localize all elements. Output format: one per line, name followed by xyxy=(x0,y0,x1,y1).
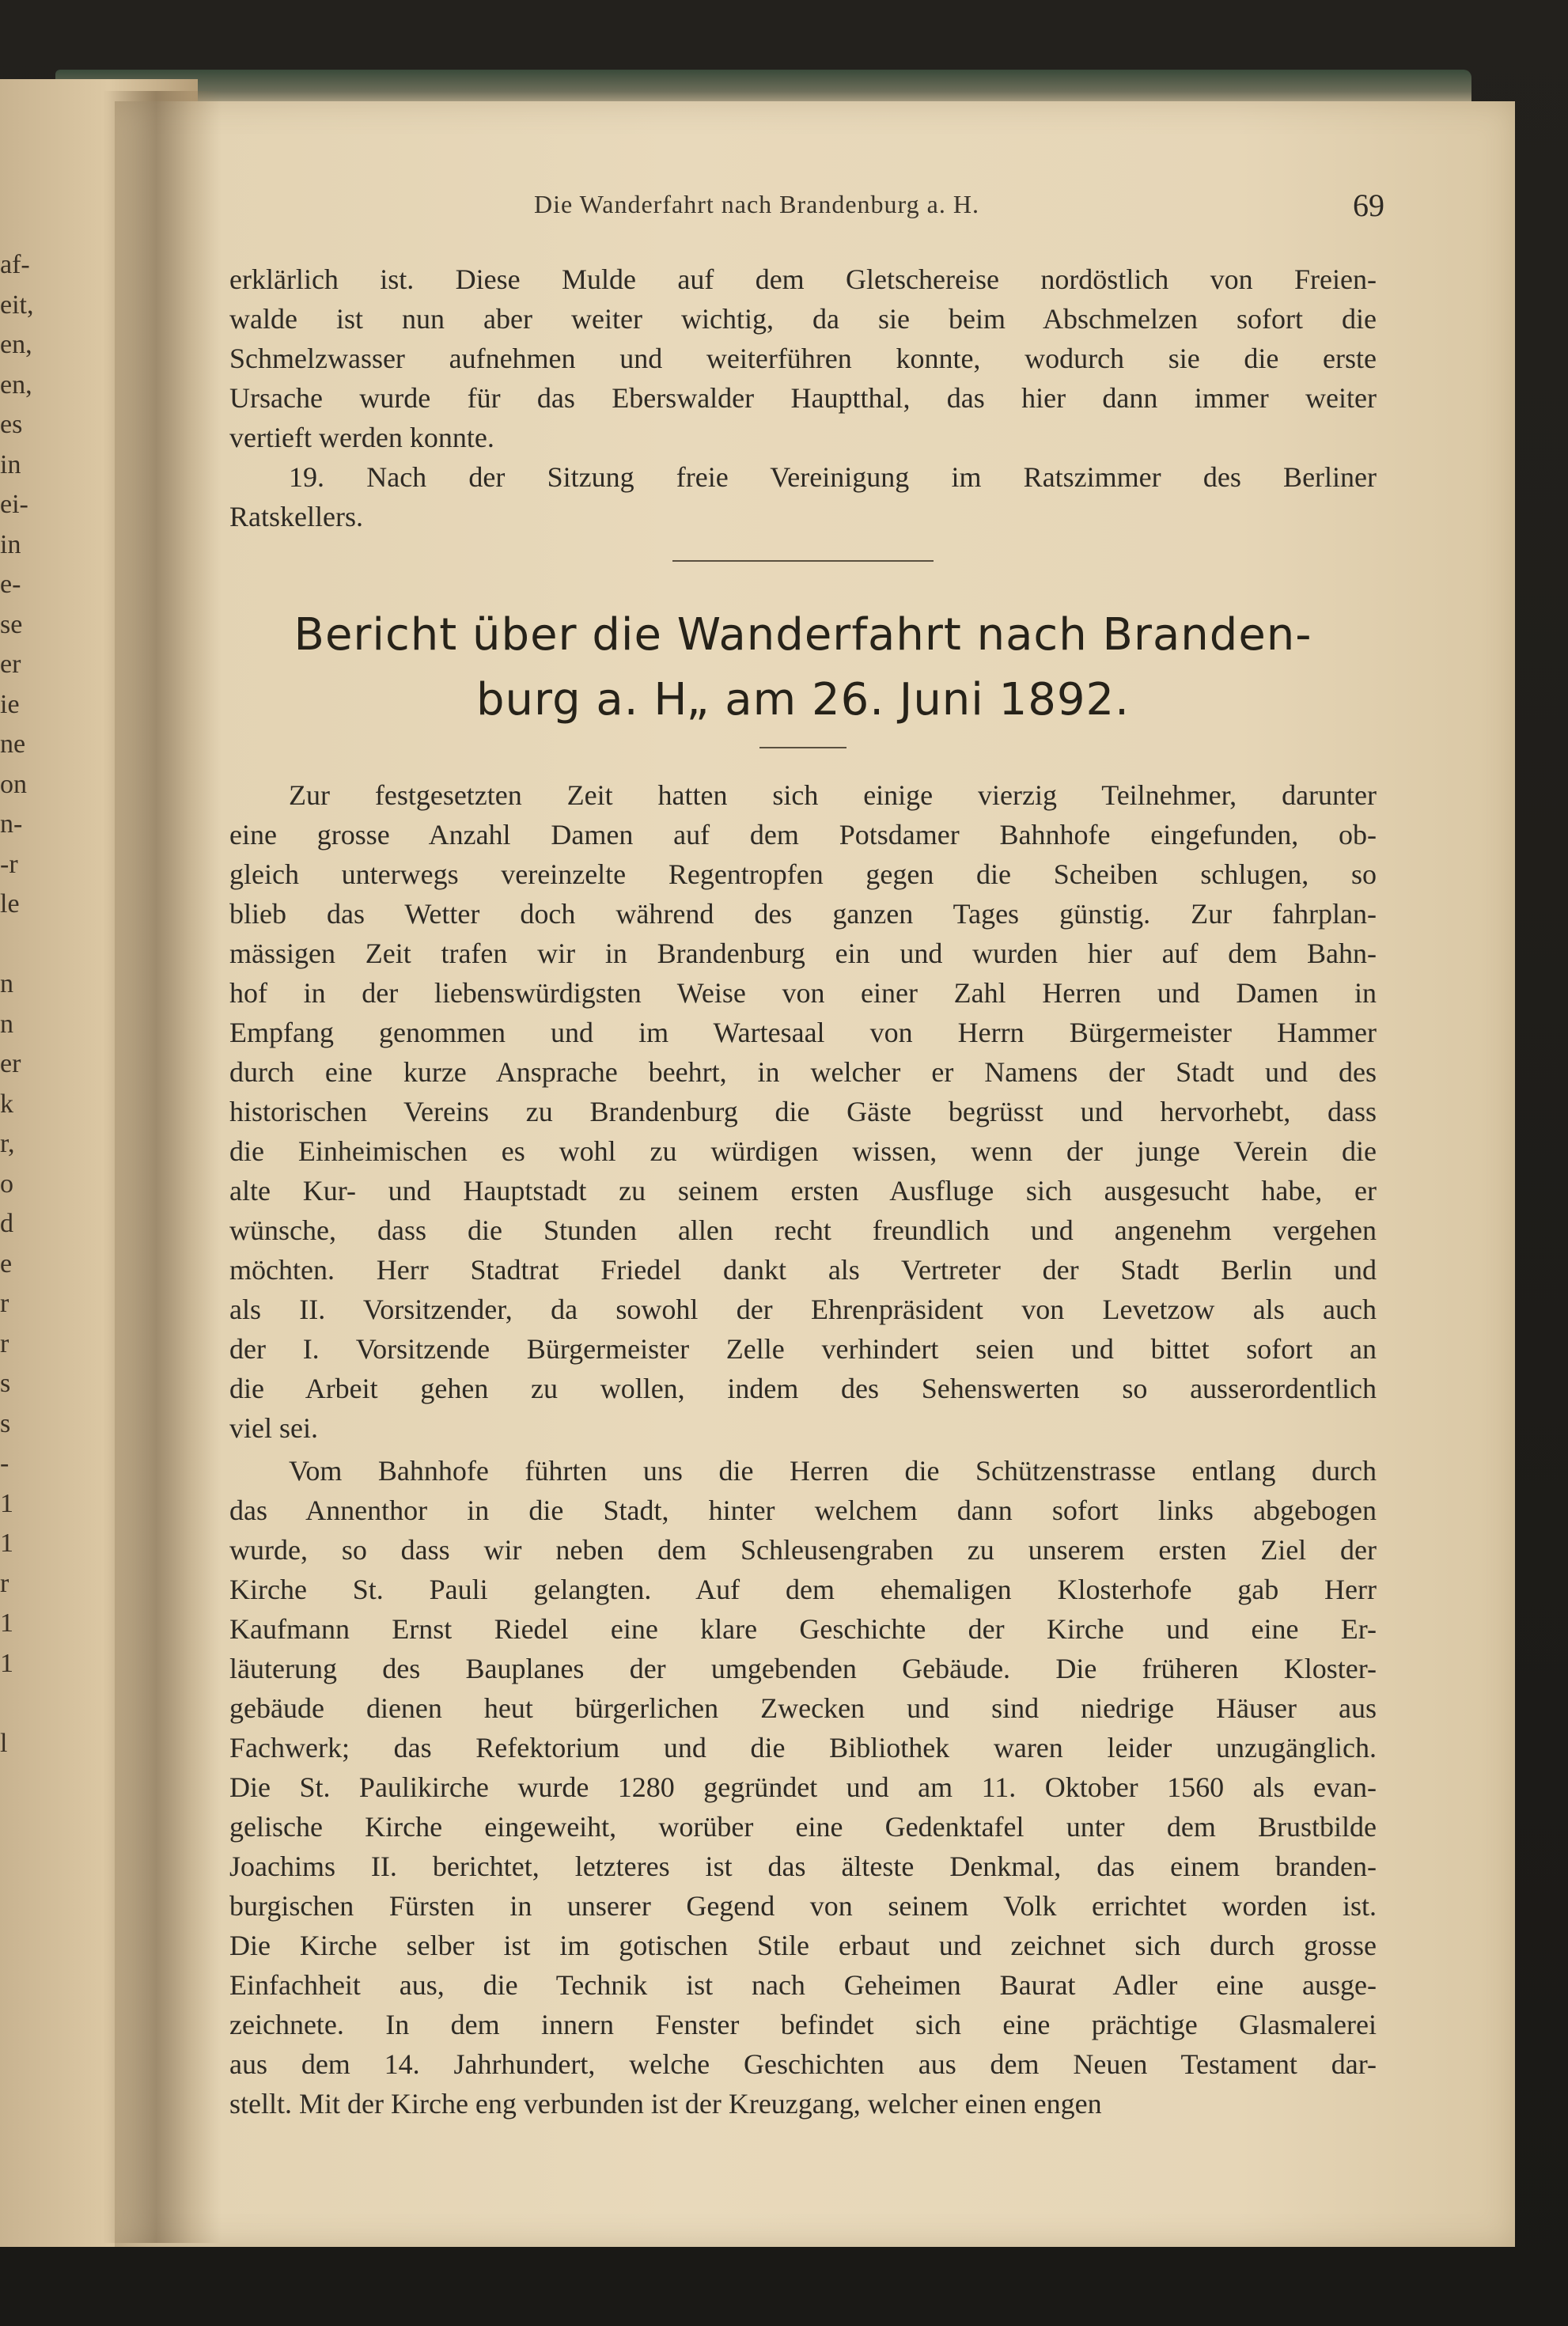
left-fragment-line: se xyxy=(0,609,23,639)
left-fragment-line: 1 xyxy=(0,1608,13,1638)
left-fragment-line: es xyxy=(0,410,23,439)
page-number: 69 xyxy=(1353,188,1384,223)
text-line: läuterung des Bauplanes der umgebenden Gebäude. Die früheren Kloster- xyxy=(229,1653,1377,1684)
left-fragment-line: r xyxy=(0,1289,9,1318)
left-fragment-line: af- xyxy=(0,250,30,279)
left-fragment-line: r xyxy=(0,1568,9,1598)
article-title xyxy=(229,603,1377,733)
left-fragment-line: 1 xyxy=(0,1529,13,1558)
text-line: die Einheimischen es wohl zu würdigen wissen, wenn der junge Verein die xyxy=(229,1135,1377,1167)
left-fragment-line xyxy=(0,1684,32,1724)
left-fragment-line: s xyxy=(0,1369,11,1398)
article-title-line-2: burg a. H„ am 26. Juni 1892. xyxy=(476,674,1130,725)
running-title: Die Wanderfahrt nach Brandenburg a. H. xyxy=(534,190,979,218)
text-line: Fachwerk; das Refektorium und die Bibliothek waren leider unzugänglich. xyxy=(229,1732,1377,1763)
left-fragment-line: -r xyxy=(0,849,18,879)
continuation-paragraph-1 xyxy=(229,259,1377,457)
text-line: die Arbeit gehen zu wollen, indem des Sehenswerten so ausserordentlich xyxy=(229,1373,1377,1404)
text-line: mässigen Zeit trafen wir in Brandenburg ein und wurden hier auf dem Bahn- xyxy=(229,938,1377,969)
title-divider xyxy=(759,747,846,748)
text-line: 19. Nach der Sitzung freie Vereinigung im Ratszimmer des Berliner xyxy=(289,461,1377,493)
left-fragment-line xyxy=(0,925,32,965)
left-fragment-line: in xyxy=(0,529,21,559)
article-paragraph-1 xyxy=(229,775,1377,1448)
text-line: burgischen Fürsten in unserer Gegend von seinem Volk errichtet worden ist. xyxy=(229,1890,1377,1922)
text-line: erklärlich ist. Diese Mulde auf dem Gletschereise nordöstlich von Freien- xyxy=(229,263,1377,295)
text-line: gelische Kirche eingeweiht, worüber eine Gedenktafel unter dem Brustbilde xyxy=(229,1811,1377,1843)
text-line: aus dem 14. Jahrhundert, welche Geschichten aus dem Neuen Testament dar- xyxy=(229,2048,1377,2080)
text-line: hof in der liebenswürdigsten Weise von einer Zahl Herren und Damen in xyxy=(229,977,1377,1009)
left-fragment-line: o xyxy=(0,1169,13,1199)
left-fragment-line: k xyxy=(0,1089,13,1119)
left-fragment-line: ne xyxy=(0,729,26,759)
text-line: Kaufmann Ernst Riedel eine klare Geschichte der Kirche und eine Er- xyxy=(229,1613,1377,1645)
text-line: wurde, so dass wir neben dem Schleusengraben zu unserem ersten Ziel der xyxy=(229,1534,1377,1566)
text-line: Schmelzwasser aufnehmen und weiterführen konnte, wodurch sie die erste xyxy=(229,343,1377,374)
left-fragment-line: er xyxy=(0,650,21,679)
text-line: blieb das Wetter doch während des ganzen Tages günstig. Zur fahrplan- xyxy=(229,898,1377,930)
text-line: eine grosse Anzahl Damen auf dem Potsdamer Bahnhofe eingefunden, ob- xyxy=(229,819,1377,850)
left-fragment-line: d xyxy=(0,1209,13,1238)
left-fragment-line: l xyxy=(0,1728,8,1758)
left-fragment-line: on xyxy=(0,769,27,799)
left-fragment-line: r, xyxy=(0,1129,15,1158)
text-line: viel sei. xyxy=(229,1412,318,1444)
text-line: Ursache wurde für das Eberswalder Hauptthal, das hier dann immer weiter xyxy=(229,382,1377,414)
left-fragment-line: le xyxy=(0,889,20,919)
left-fragment-line: n- xyxy=(0,809,23,839)
left-fragment-line: 1 xyxy=(0,1648,13,1678)
text-line: Einfachheit aus, die Technik ist nach Geheimen Baurat Adler eine ausge- xyxy=(229,1969,1377,2001)
left-fragment-line: n xyxy=(0,1009,13,1039)
text-line: gleich unterwegs vereinzelte Regentropfen gegen die Scheiben schlugen, so xyxy=(229,858,1377,890)
left-page-text-fragments xyxy=(0,245,32,1804)
left-fragment-line: ei- xyxy=(0,490,28,519)
text-line: alte Kur- und Hauptstadt zu seinem ersten Ausfluge sich ausgesucht habe, er xyxy=(229,1175,1377,1207)
text-line: Kirche St. Pauli gelangten. Auf dem ehemaligen Klosterhofe gab Herr xyxy=(229,1574,1377,1605)
left-fragment-line: - xyxy=(0,1449,9,1478)
body-text xyxy=(229,259,1377,2123)
text-line: Vom Bahnhofe führten uns die Herren die Schützenstrasse entlang durch xyxy=(289,1455,1377,1487)
text-line: möchten. Herr Stadtrat Friedel dankt als Vertreter der Stadt Berlin und xyxy=(229,1254,1377,1286)
text-line: historischen Vereins zu Brandenburg die Gäste begrüsst und hervorhebt, dass xyxy=(229,1096,1377,1127)
left-fragment-line: ie xyxy=(0,689,20,719)
left-fragment-line: en, xyxy=(0,369,32,400)
left-fragment-line: in xyxy=(0,449,21,479)
text-line: gebäude dienen heut bürgerlichen Zwecken und sind niedrige Häuser aus xyxy=(229,1692,1377,1724)
text-line: Die St. Paulikirche wurde 1280 gegründet und am 11. Oktober 1560 als evan- xyxy=(229,1771,1377,1803)
left-fragment-line: eit, xyxy=(0,290,34,320)
text-line: walde ist nun aber weiter wichtig, da sie beim Abschmelzen sofort die xyxy=(229,303,1377,335)
text-line: Die Kirche selber ist im gotischen Stile erbaut und zeichnet sich durch grosse xyxy=(229,1930,1377,1961)
left-fragment-line xyxy=(0,1763,32,1804)
text-line: zeichnete. In dem innern Fenster befindet sich eine prächtige Glasmalerei xyxy=(229,2009,1377,2040)
section-divider xyxy=(672,560,934,562)
text-line: als II. Vorsitzender, da sowohl der Ehrenpräsident von Levetzow als auch xyxy=(229,1294,1377,1325)
left-fragment-line: 1 xyxy=(0,1488,13,1518)
text-line: stellt. Mit der Kirche eng verbunden ist der Kreuzgang, welcher einen engen xyxy=(229,2088,1102,2120)
left-fragment-line: e xyxy=(0,1248,13,1279)
text-line: vertieft werden konnte. xyxy=(229,422,494,453)
text-line: das Annenthor in die Stadt, hinter welchem dann sofort links abgebogen xyxy=(229,1494,1377,1526)
left-fragment-line: e- xyxy=(0,570,21,599)
text-line: Zur festgesetzten Zeit hatten sich einige vierzig Teilnehmer, darunter xyxy=(289,779,1377,811)
left-fragment-line: n xyxy=(0,969,13,998)
continuation-paragraph-2 xyxy=(229,457,1377,536)
article-paragraph-2 xyxy=(229,1451,1377,2123)
left-fragment-line: s xyxy=(0,1408,11,1438)
left-fragment-line: en, xyxy=(0,330,32,359)
text-line: Empfang genommen und im Wartesaal von Herrn Bürgermeister Hammer xyxy=(229,1017,1377,1048)
text-line: wünsche, dass die Stunden allen recht freundlich und angenehm vergehen xyxy=(229,1214,1377,1246)
text-line: Joachims II. berichtet, letzteres ist das älteste Denkmal, das einem branden- xyxy=(229,1851,1377,1882)
running-head xyxy=(229,190,1384,237)
book-gutter-shadow xyxy=(103,91,222,2243)
text-line: Ratskellers. xyxy=(229,501,363,532)
text-line: durch eine kurze Ansprache beehrt, in welcher er Namens der Stadt und des xyxy=(229,1056,1377,1088)
left-fragment-line: er xyxy=(0,1049,21,1078)
article-title-line-1: Bericht über die Wanderfahrt nach Branden- xyxy=(294,609,1312,661)
text-line: der I. Vorsitzende Bürgermeister Zelle verhindert seien und bittet sofort an xyxy=(229,1333,1377,1365)
left-fragment-line: r xyxy=(0,1328,9,1358)
